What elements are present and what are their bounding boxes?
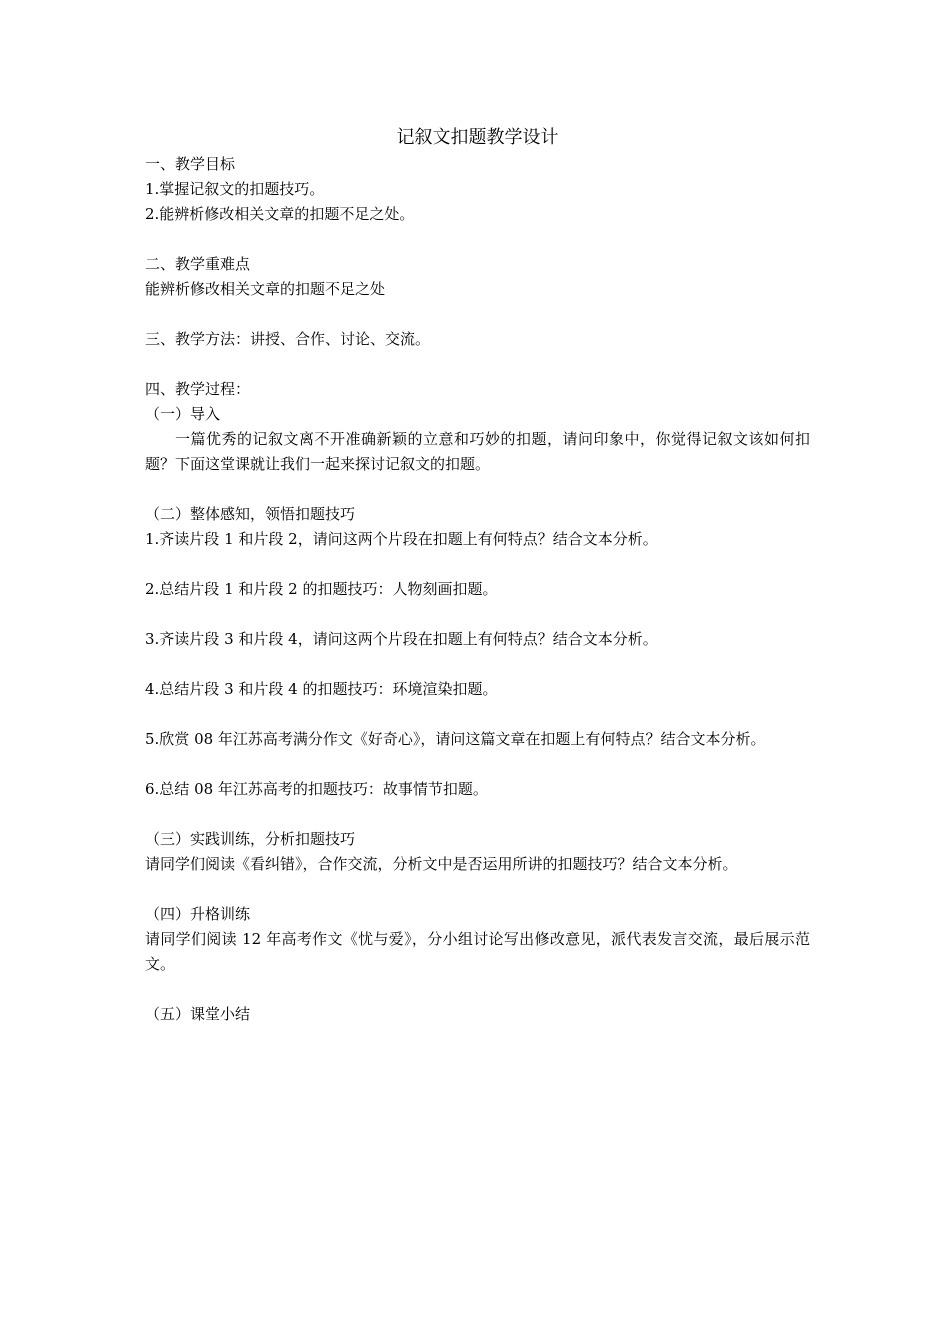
spacer [145,652,810,677]
spacer [145,302,810,327]
section-heading-key-points: 二、教学重难点 [145,255,251,273]
goal-item: 1.掌握记叙文的扣题技巧。 [145,180,325,198]
process-step: 5.欣赏 08 年江苏高考满分作文《好奇心》，请问这篇文章在扣题上有何特点？结合文本分析。 [145,730,766,748]
part-heading-upgrade: （四）升格训练 [145,905,251,923]
spacer [145,227,810,252]
spacer [145,752,810,777]
spacer [145,352,810,377]
process-step: 1.齐读片段 1 和片段 2，请问这两个片段在扣题上有何特点？结合文本分析。 [145,530,658,548]
section-heading-process: 四、教学过程： [145,380,251,398]
spacer [145,602,810,627]
process-step: 3.齐读片段 3 和片段 4，请问这两个片段在扣题上有何特点？结合文本分析。 [145,630,658,648]
spacer [145,977,810,1002]
spacer [145,702,810,727]
process-step: 4.总结片段 3 和片段 4 的扣题技巧：环境渲染扣题。 [145,680,498,698]
upgrade-text: 请同学们阅读 12 年高考作文《忧与爱》，分小组讨论写出修改意见，派代表发言交流，最后展示范文。 [145,930,810,973]
spacer [145,552,810,577]
process-step: 6.总结 08 年江苏高考的扣题技巧：故事情节扣题。 [145,780,488,798]
section-heading-goals: 一、教学目标 [145,155,236,173]
section-heading-methods: 三、教学方法：讲授、合作、讨论、交流。 [145,330,431,348]
part-heading-practice: （三）实践训练，分析扣题技巧 [145,830,356,848]
part-heading-perception: （二）整体感知，领悟扣题技巧 [145,505,356,523]
key-points-text: 能辨析修改相关文章的扣题不足之处 [145,280,386,298]
document-title: 记叙文扣题教学设计 [396,127,559,148]
document-page [145,124,810,1027]
spacer [145,802,810,827]
intro-paragraph: 一篇优秀的记叙文离不开准确新颖的立意和巧妙的扣题，请问印象中，你觉得记叙文该如何扣题？下面这堂课就让我们一起来探讨记叙文的扣题。 [145,430,810,473]
practice-text: 请同学们阅读《看纠错》，合作交流，分析文中是否运用所讲的扣题技巧？结合文本分析。 [145,855,738,873]
spacer [145,877,810,902]
spacer [145,477,810,502]
part-heading-intro: （一）导入 [145,405,221,423]
process-step: 2.总结片段 1 和片段 2 的扣题技巧：人物刻画扣题。 [145,580,498,598]
part-heading-summary: （五）课堂小结 [145,1005,251,1023]
goal-item: 2.能辨析修改相关文章的扣题不足之处。 [145,205,415,223]
